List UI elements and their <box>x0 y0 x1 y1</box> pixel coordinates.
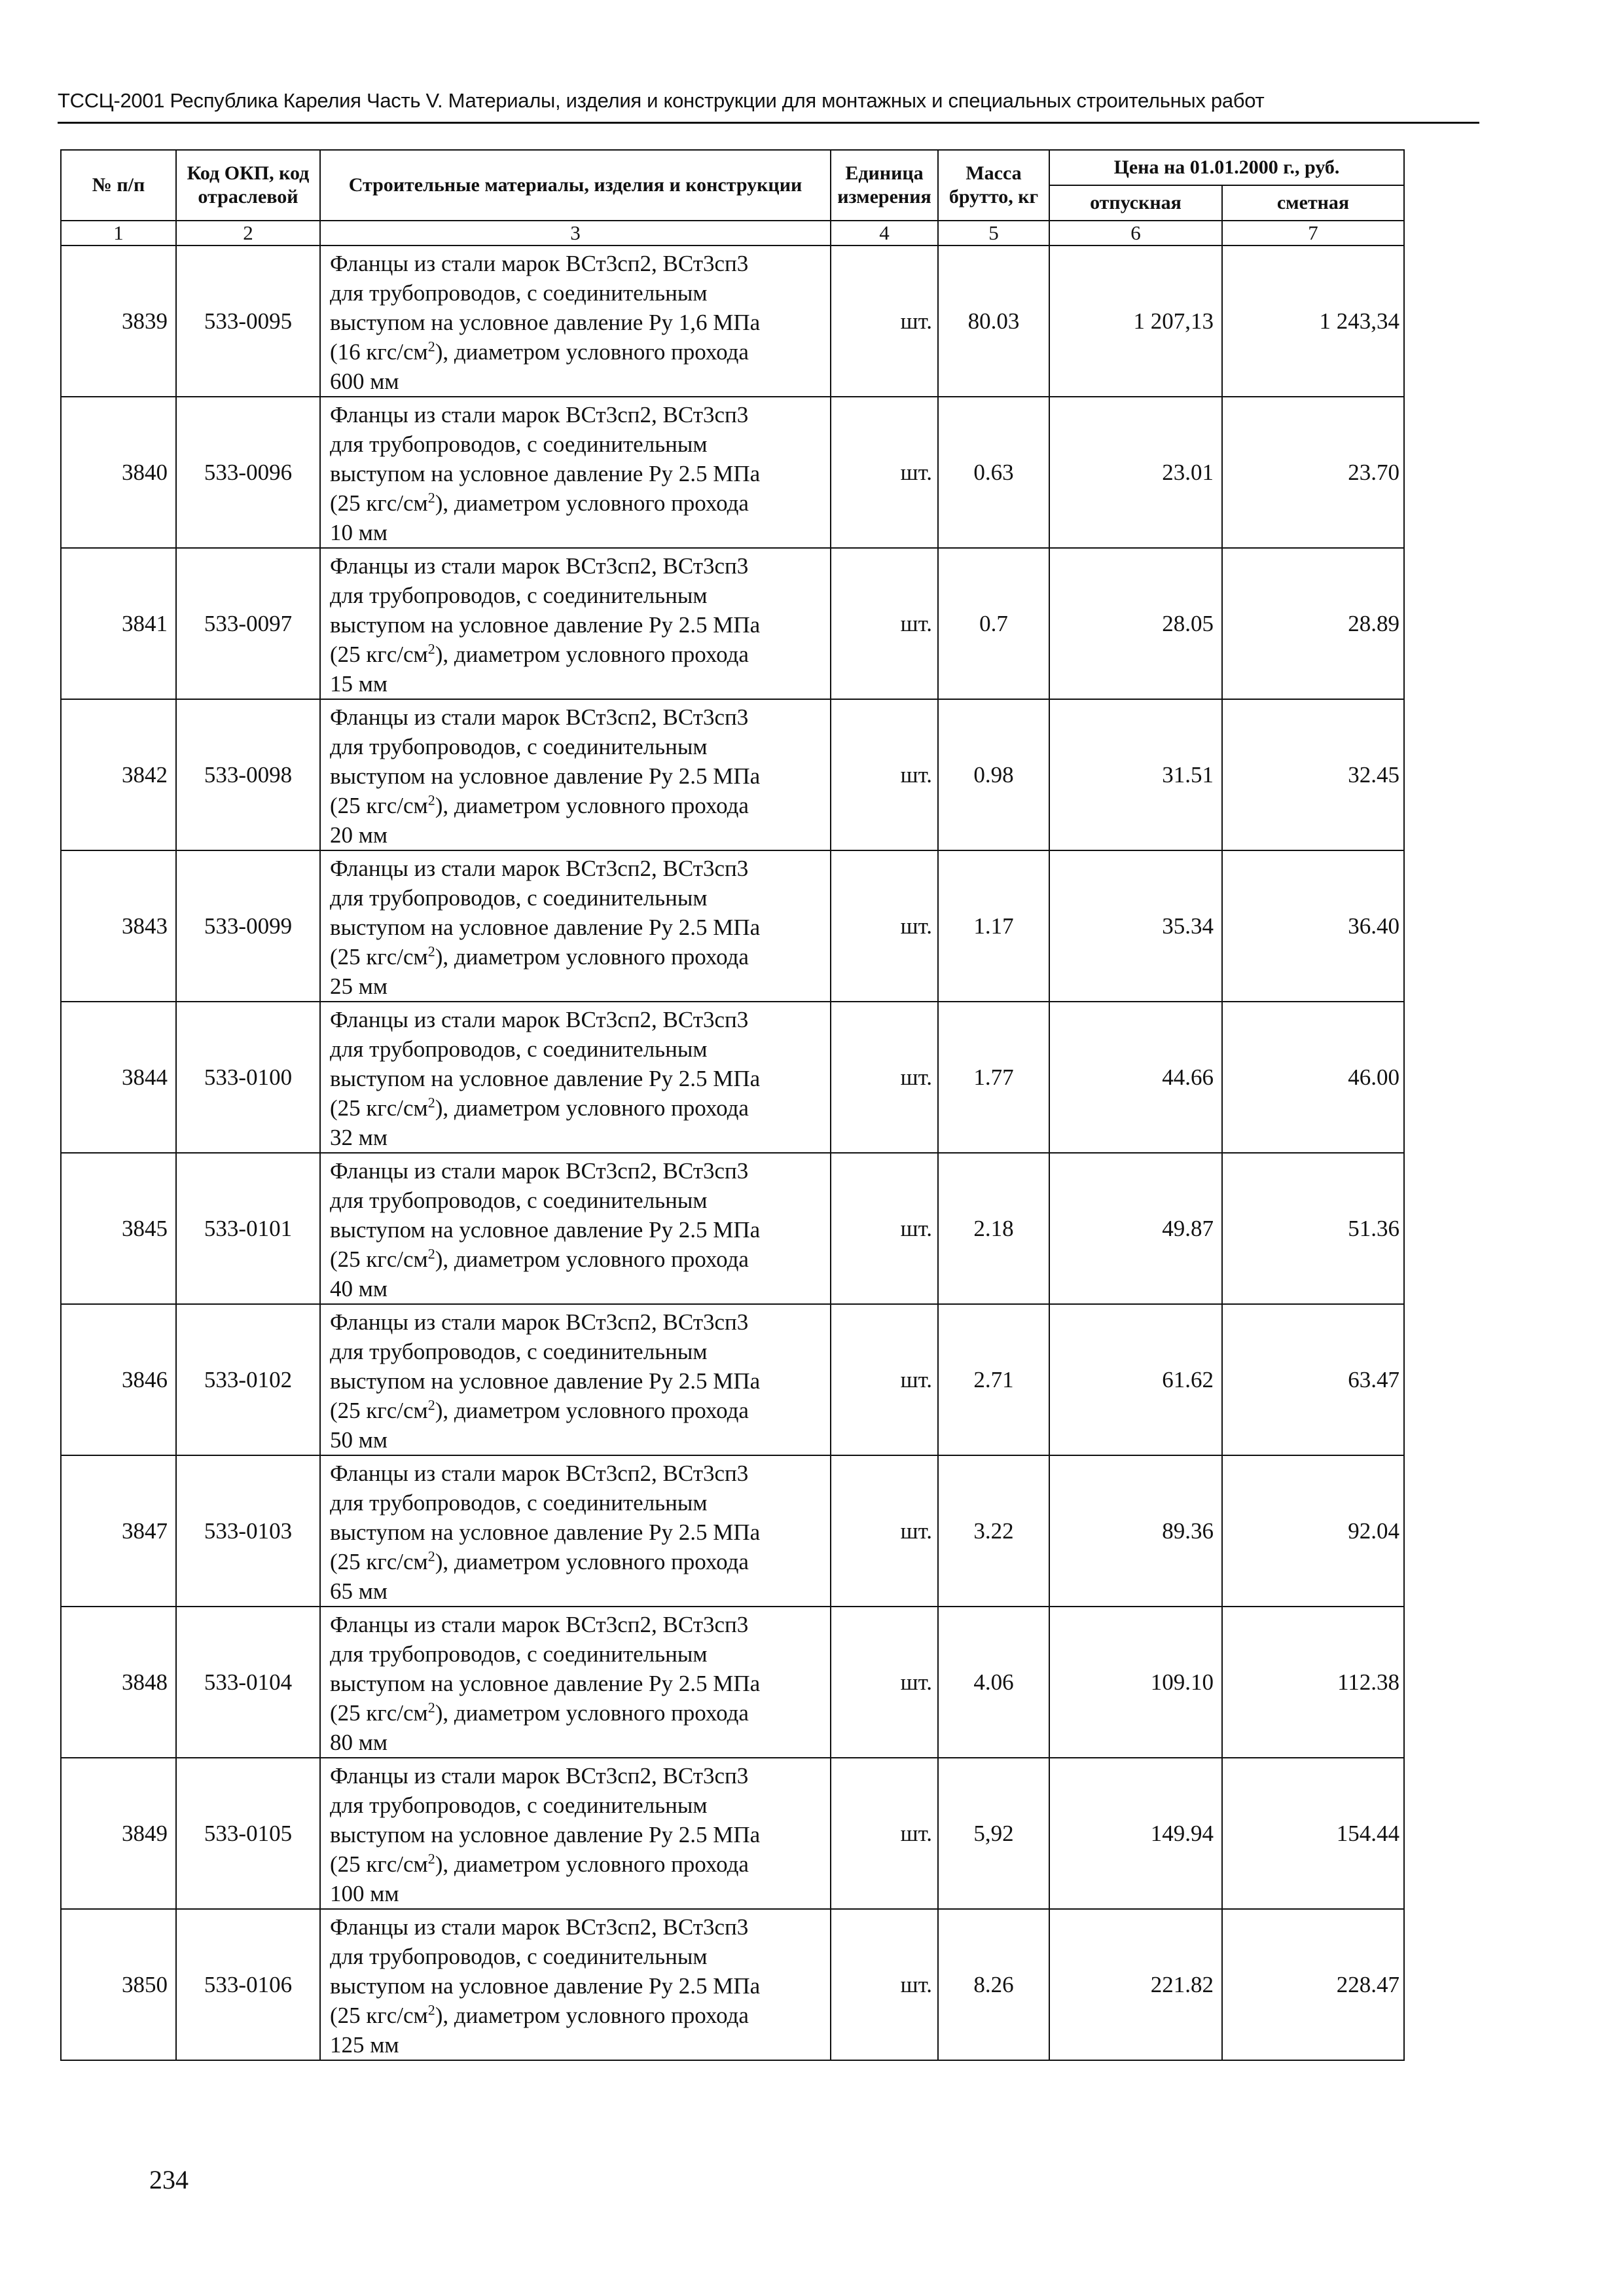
desc-line <box>330 337 826 367</box>
superscript: 2 <box>427 640 435 657</box>
row-unit: шт. <box>831 1002 938 1153</box>
column-number: 5 <box>938 221 1049 245</box>
desc-line: Фланцы из стали марок ВСт3сп2, ВСт3сп3 <box>330 1007 749 1032</box>
col-header-no: № п/п <box>61 150 176 221</box>
row-unit: шт. <box>831 245 938 397</box>
desc-line <box>330 1245 826 1274</box>
row-description <box>320 850 831 1002</box>
row-description <box>320 1002 831 1153</box>
row-number: 3846 <box>61 1304 176 1455</box>
row-price-release: 49.87 <box>1049 1153 1222 1304</box>
table-row <box>61 1153 1404 1304</box>
desc-fragment: (25 кгс/см <box>330 2003 428 2028</box>
superscript: 2 <box>427 943 435 960</box>
superscript: 2 <box>427 1094 435 1111</box>
row-price-release: 149.94 <box>1049 1758 1222 1909</box>
row-description <box>320 1909 831 2060</box>
col-header-price-group: Цена на 01.01.2000 г., руб. <box>1049 150 1404 185</box>
row-mass: 8.26 <box>938 1909 1049 2060</box>
header-rule <box>58 122 1479 124</box>
row-code: 533-0105 <box>176 1758 320 1909</box>
desc-line: 600 мм <box>330 369 399 394</box>
row-price-release: 23.01 <box>1049 397 1222 548</box>
table-row <box>61 1455 1404 1607</box>
desc-line: для трубопроводов, с соединительным <box>330 431 708 457</box>
row-number: 3840 <box>61 397 176 548</box>
row-number: 3850 <box>61 1909 176 2060</box>
desc-line: 80 мм <box>330 1730 388 1755</box>
desc-line: для трубопроводов, с соединительным <box>330 1188 708 1213</box>
row-mass: 0.98 <box>938 699 1049 850</box>
desc-fragment: (25 кгс/см <box>330 1549 428 1574</box>
column-number: 1 <box>61 221 176 245</box>
desc-fragment: ), диаметром условного прохода <box>435 1851 749 1877</box>
row-price-release: 44.66 <box>1049 1002 1222 1153</box>
desc-fragment: ), диаметром условного прохода <box>435 944 749 970</box>
row-number: 3839 <box>61 245 176 397</box>
desc-fragment: (25 кгс/см <box>330 1398 428 1423</box>
desc-line: 32 мм <box>330 1125 388 1150</box>
desc-line: 125 мм <box>330 2032 399 2058</box>
table-row <box>61 699 1404 850</box>
desc-line <box>330 488 826 518</box>
row-price-release: 35.34 <box>1049 850 1222 1002</box>
row-mass: 4.06 <box>938 1607 1049 1758</box>
table-row <box>61 548 1404 699</box>
desc-line: выступом на условное давление Ру 2.5 МПа <box>330 1822 761 1847</box>
desc-line: Фланцы из стали марок ВСт3сп2, ВСт3сп3 <box>330 553 749 579</box>
table-row <box>61 1607 1404 1758</box>
superscript: 2 <box>427 2001 435 2018</box>
row-mass: 0.63 <box>938 397 1049 548</box>
desc-fragment: (25 кгс/см <box>330 642 428 667</box>
row-price-estimate: 112.38 <box>1222 1607 1404 1758</box>
row-code: 533-0096 <box>176 397 320 548</box>
desc-line: для трубопроводов, с соединительным <box>330 885 708 911</box>
row-unit: шт. <box>831 1304 938 1455</box>
superscript: 2 <box>427 1850 435 1867</box>
row-description <box>320 1758 831 1909</box>
table-row <box>61 1758 1404 1909</box>
desc-line: Фланцы из стали марок ВСт3сп2, ВСт3сп3 <box>330 1914 749 1940</box>
row-code: 533-0106 <box>176 1909 320 2060</box>
col-header-code: Код ОКП, код отраслевой <box>176 150 320 221</box>
desc-line: 50 мм <box>330 1427 388 1453</box>
column-number: 6 <box>1049 221 1222 245</box>
desc-fragment: ), диаметром условного прохода <box>435 793 749 818</box>
price-table <box>60 149 1405 2061</box>
row-price-estimate: 51.36 <box>1222 1153 1404 1304</box>
desc-line <box>330 1093 826 1123</box>
row-number: 3844 <box>61 1002 176 1153</box>
desc-line: 40 мм <box>330 1276 388 1301</box>
desc-fragment: ), диаметром условного прохода <box>435 1095 749 1121</box>
desc-line: 25 мм <box>330 973 388 999</box>
row-price-estimate: 36.40 <box>1222 850 1404 1002</box>
desc-line: для трубопроводов, с соединительным <box>330 280 708 306</box>
row-unit: шт. <box>831 1909 938 2060</box>
row-code: 533-0100 <box>176 1002 320 1153</box>
desc-fragment: (25 кгс/см <box>330 793 428 818</box>
page-number: 234 <box>149 2165 189 2194</box>
desc-fragment: ), диаметром условного прохода <box>435 1700 749 1726</box>
desc-line: Фланцы из стали марок ВСт3сп2, ВСт3сп3 <box>330 1461 749 1486</box>
row-unit: шт. <box>831 1607 938 1758</box>
row-description <box>320 548 831 699</box>
table-row <box>61 245 1404 397</box>
desc-line: выступом на условное давление Ру 2.5 МПа <box>330 1217 761 1243</box>
row-price-estimate: 46.00 <box>1222 1002 1404 1153</box>
desc-line: для трубопроводов, с соединительным <box>330 734 708 759</box>
desc-line: Фланцы из стали марок ВСт3сп2, ВСт3сп3 <box>330 704 749 730</box>
row-code: 533-0099 <box>176 850 320 1002</box>
row-number: 3843 <box>61 850 176 1002</box>
desc-fragment: (25 кгс/см <box>330 1851 428 1877</box>
row-price-estimate: 92.04 <box>1222 1455 1404 1607</box>
desc-fragment: ), диаметром условного прохода <box>435 490 749 516</box>
desc-line <box>330 1698 826 1728</box>
row-description <box>320 1153 831 1304</box>
superscript: 2 <box>427 489 435 506</box>
desc-line <box>330 1547 826 1576</box>
row-number: 3849 <box>61 1758 176 1909</box>
col-header-mass: Масса брутто, кг <box>938 150 1049 221</box>
superscript: 2 <box>427 1699 435 1716</box>
desc-fragment: ), диаметром условного прохода <box>435 339 749 365</box>
desc-line <box>330 791 826 820</box>
row-description <box>320 699 831 850</box>
row-mass: 0.7 <box>938 548 1049 699</box>
desc-fragment: ), диаметром условного прохода <box>435 1398 749 1423</box>
desc-line <box>330 942 826 972</box>
desc-fragment: (25 кгс/см <box>330 944 428 970</box>
row-price-release: 31.51 <box>1049 699 1222 850</box>
desc-line: Фланцы из стали марок ВСт3сп2, ВСт3сп3 <box>330 1612 749 1637</box>
row-number: 3848 <box>61 1607 176 1758</box>
row-price-estimate: 228.47 <box>1222 1909 1404 2060</box>
desc-fragment: ), диаметром условного прохода <box>435 1549 749 1574</box>
desc-line: для трубопроводов, с соединительным <box>330 1490 708 1516</box>
row-price-estimate: 28.89 <box>1222 548 1404 699</box>
row-mass: 1.77 <box>938 1002 1049 1153</box>
desc-line: для трубопроводов, с соединительным <box>330 583 708 608</box>
desc-fragment: (25 кгс/см <box>330 1095 428 1121</box>
desc-line: 10 мм <box>330 520 388 545</box>
row-mass: 5,92 <box>938 1758 1049 1909</box>
superscript: 2 <box>427 1245 435 1262</box>
row-price-estimate: 32.45 <box>1222 699 1404 850</box>
row-description <box>320 1607 831 1758</box>
desc-line: для трубопроводов, с соединительным <box>330 1792 708 1818</box>
desc-line <box>330 1396 826 1425</box>
col-header-price-release: отпускная <box>1049 185 1222 221</box>
row-code: 533-0101 <box>176 1153 320 1304</box>
row-mass: 3.22 <box>938 1455 1049 1607</box>
desc-fragment: ), диаметром условного прохода <box>435 2003 749 2028</box>
desc-line: Фланцы из стали марок ВСт3сп2, ВСт3сп3 <box>330 1309 749 1335</box>
row-price-estimate: 1 243,34 <box>1222 245 1404 397</box>
desc-line: выступом на условное давление Ру 2.5 МПа <box>330 461 761 486</box>
row-number: 3845 <box>61 1153 176 1304</box>
desc-line: для трубопроводов, с соединительным <box>330 1339 708 1364</box>
desc-fragment: (25 кгс/см <box>330 1700 428 1726</box>
desc-line: Фланцы из стали марок ВСт3сп2, ВСт3сп3 <box>330 402 749 427</box>
row-price-release: 28.05 <box>1049 548 1222 699</box>
table-row <box>61 850 1404 1002</box>
table-row <box>61 397 1404 548</box>
row-description <box>320 1455 831 1607</box>
desc-line: 20 мм <box>330 822 388 848</box>
column-number: 4 <box>831 221 938 245</box>
desc-line: выступом на условное давление Ру 2.5 МПа <box>330 612 761 638</box>
table-row <box>61 1304 1404 1455</box>
page-header: ТССЦ-2001 Республика Карелия Часть V. Материалы, изделия и конструкции для монтажных и специальных строительных работ <box>58 89 1265 112</box>
row-price-release: 221.82 <box>1049 1909 1222 2060</box>
row-code: 533-0097 <box>176 548 320 699</box>
desc-line: для трубопроводов, с соединительным <box>330 1036 708 1062</box>
desc-fragment: ), диаметром условного прохода <box>435 642 749 667</box>
row-mass: 80.03 <box>938 245 1049 397</box>
row-unit: шт. <box>831 699 938 850</box>
superscript: 2 <box>427 1396 435 1413</box>
column-number: 3 <box>320 221 831 245</box>
row-unit: шт. <box>831 397 938 548</box>
superscript: 2 <box>427 791 435 809</box>
row-code: 533-0098 <box>176 699 320 850</box>
desc-line: выступом на условное давление Ру 2.5 МПа <box>330 763 761 789</box>
desc-line: 15 мм <box>330 671 388 697</box>
row-mass: 1.17 <box>938 850 1049 1002</box>
superscript: 2 <box>427 1548 435 1565</box>
row-code: 533-0104 <box>176 1607 320 1758</box>
table-row <box>61 1909 1404 2060</box>
desc-line: для трубопроводов, с соединительным <box>330 1641 708 1667</box>
col-header-price-estimate: сметная <box>1222 185 1404 221</box>
column-number: 7 <box>1222 221 1404 245</box>
desc-line: выступом на условное давление Ру 2.5 МПа <box>330 1368 761 1394</box>
superscript: 2 <box>427 338 435 355</box>
row-number: 3841 <box>61 548 176 699</box>
desc-line: Фланцы из стали марок ВСт3сп2, ВСт3сп3 <box>330 251 749 276</box>
desc-line: выступом на условное давление Ру 2.5 МПа <box>330 1973 761 1999</box>
row-price-estimate: 154.44 <box>1222 1758 1404 1909</box>
row-price-estimate: 23.70 <box>1222 397 1404 548</box>
row-price-release: 89.36 <box>1049 1455 1222 1607</box>
row-code: 533-0103 <box>176 1455 320 1607</box>
row-description <box>320 245 831 397</box>
row-number: 3842 <box>61 699 176 850</box>
desc-line: выступом на условное давление Ру 2.5 МПа <box>330 1519 761 1545</box>
desc-line <box>330 640 826 669</box>
desc-line: Фланцы из стали марок ВСт3сп2, ВСт3сп3 <box>330 1158 749 1184</box>
desc-line: выступом на условное давление Ру 1,6 МПа <box>330 310 761 335</box>
desc-line: для трубопроводов, с соединительным <box>330 1944 708 1969</box>
desc-line: выступом на условное давление Ру 2.5 МПа <box>330 1066 761 1091</box>
desc-line: выступом на условное давление Ру 2.5 МПа <box>330 915 761 940</box>
desc-line: Фланцы из стали марок ВСт3сп2, ВСт3сп3 <box>330 856 749 881</box>
desc-line <box>330 2001 826 2030</box>
desc-line: выступом на условное давление Ру 2.5 МПа <box>330 1671 761 1696</box>
column-number: 2 <box>176 221 320 245</box>
row-price-release: 109.10 <box>1049 1607 1222 1758</box>
row-code: 533-0095 <box>176 245 320 397</box>
desc-fragment: ), диаметром условного прохода <box>435 1246 749 1272</box>
col-header-unit: Единица измерения <box>831 150 938 221</box>
row-description <box>320 1304 831 1455</box>
row-mass: 2.71 <box>938 1304 1049 1455</box>
desc-line: 100 мм <box>330 1881 399 1906</box>
row-description <box>320 397 831 548</box>
row-number: 3847 <box>61 1455 176 1607</box>
desc-fragment: (25 кгс/см <box>330 490 428 516</box>
desc-fragment: (25 кгс/см <box>330 1246 428 1272</box>
row-unit: шт. <box>831 548 938 699</box>
row-price-estimate: 63.47 <box>1222 1304 1404 1455</box>
desc-line <box>330 1849 826 1879</box>
row-unit: шт. <box>831 1758 938 1909</box>
row-price-release: 61.62 <box>1049 1304 1222 1455</box>
desc-line: 65 мм <box>330 1578 388 1604</box>
col-header-name: Строительные материалы, изделия и конструкции <box>320 150 831 221</box>
table-row <box>61 1002 1404 1153</box>
row-unit: шт. <box>831 1455 938 1607</box>
row-mass: 2.18 <box>938 1153 1049 1304</box>
desc-fragment: (16 кгс/см <box>330 339 428 365</box>
column-number-row <box>61 221 1404 245</box>
desc-line: Фланцы из стали марок ВСт3сп2, ВСт3сп3 <box>330 1763 749 1789</box>
row-code: 533-0102 <box>176 1304 320 1455</box>
row-price-release: 1 207,13 <box>1049 245 1222 397</box>
row-unit: шт. <box>831 850 938 1002</box>
row-unit: шт. <box>831 1153 938 1304</box>
